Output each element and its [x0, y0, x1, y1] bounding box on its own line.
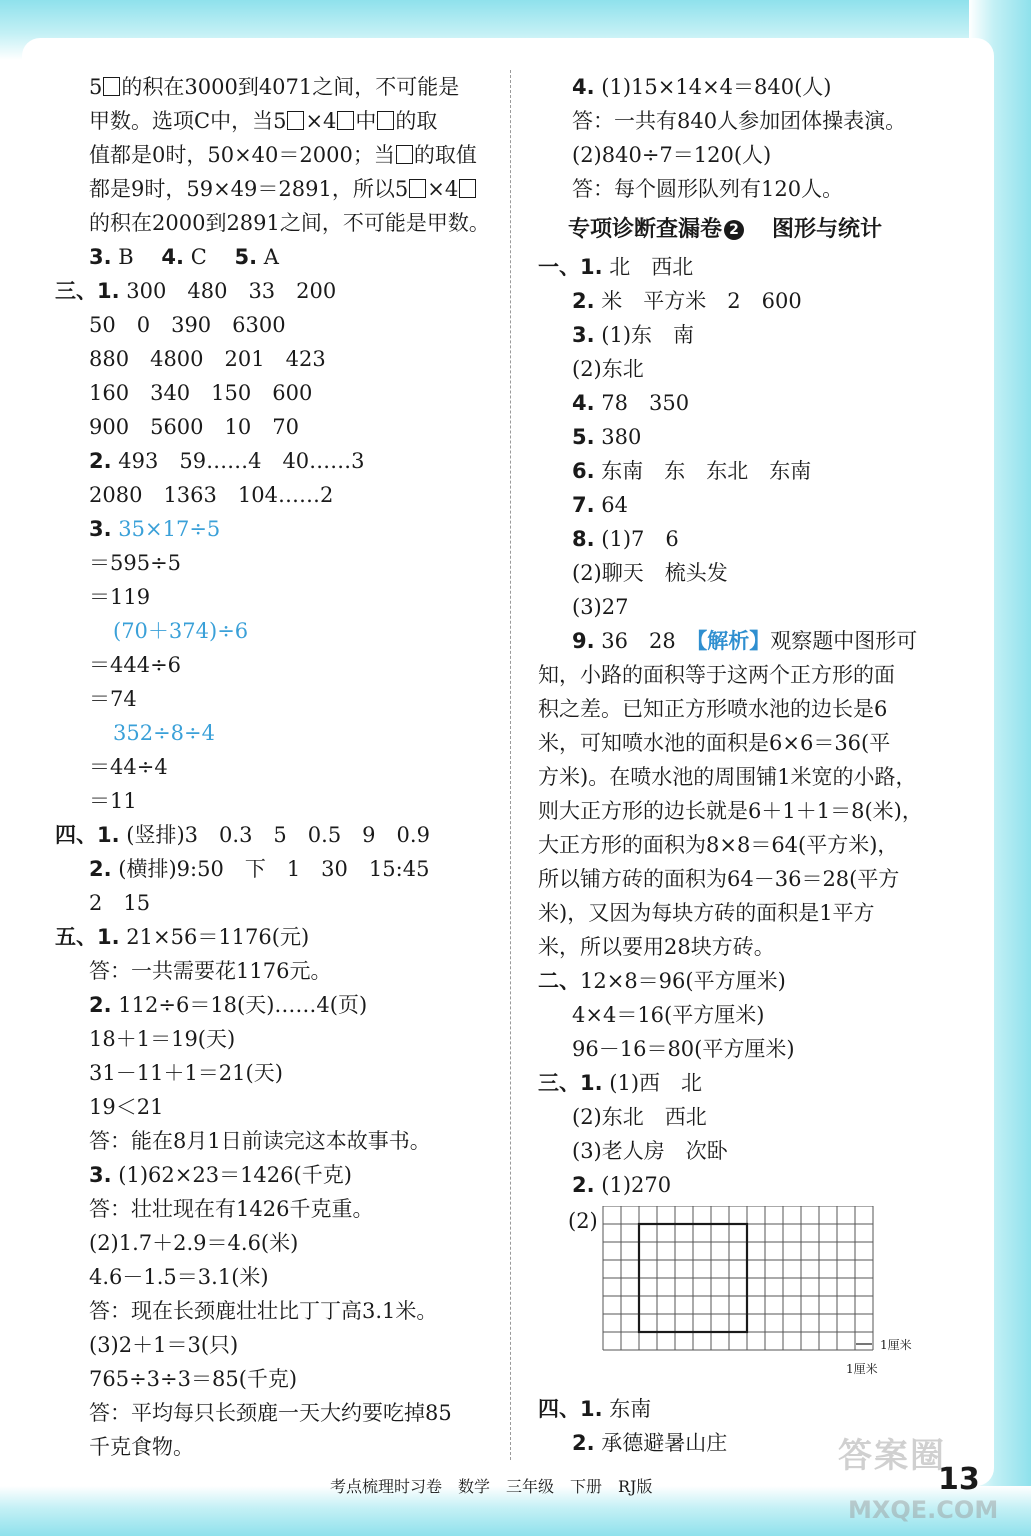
answer-line: 18＋1＝19(天) [89, 1027, 236, 1051]
answer-line: 答：壮壮现在有1426千克重。 [89, 1197, 374, 1221]
watermark-url: MXQE.COM [848, 1496, 999, 1524]
answer-line: 96－16＝80(平方厘米) [572, 1037, 795, 1061]
s3-q2-line2: 2080 1363 104……2 [89, 483, 334, 507]
s1-q4: 4. 78 350 [572, 391, 690, 415]
answer-line: 19＜21 [89, 1095, 164, 1119]
analysis-line: 知，小路的面积等于这两个正方形的面 [538, 663, 895, 687]
s1-q7: 7. 64 [572, 493, 629, 517]
answers-3-5: 3. B 4. C 5. A [89, 245, 279, 269]
section-4: 四、1. (竖排)3 0.3 5 0.5 9 0.9 [55, 822, 430, 847]
answer-line: (3)27 [572, 595, 629, 619]
text-line: 都是9时，59×49＝2891，所以5 ×4 [55, 172, 503, 206]
calc-line: ＝444÷6 [89, 653, 182, 677]
watermark: 答案圈 [838, 1436, 946, 1476]
s1-q6: 6. 东南 东 东北 东南 [572, 459, 812, 483]
section-3: 三、1. 300 480 33 200 [55, 278, 337, 303]
analysis-tag: 【解析】 [696, 628, 771, 653]
analysis-line: 方米)。在喷水池的周围铺1米宽的小路， [538, 765, 917, 789]
s3-row-4: 900 5600 10 70 [89, 415, 299, 439]
calc-line: ＝11 [89, 789, 137, 813]
page-footer: 考点梳理时习卷 数学 三年级 下册 RJ版 [330, 1477, 653, 1496]
s3-q2: 2. (1)270 [572, 1173, 672, 1197]
s4-q2-line2: 2 15 [89, 891, 151, 915]
analysis-line: 米，可知喷水池的面积是6×6＝36(平 [538, 731, 891, 755]
analysis-line: 积之差。已知正方形喷水池的边长是6 [538, 697, 888, 721]
text-line: 的积在2000到2891之间，不可能是甲数。 [89, 211, 490, 235]
analysis-line: 则大正方形的边长就是6＋1＋1＝8(米)， [538, 799, 923, 823]
s1-q5: 5. 380 [572, 425, 642, 449]
answer-line: (2)840÷7＝120(人) [572, 143, 772, 167]
blank-box [103, 77, 120, 96]
s3-row-1: 50 0 390 6300 [89, 313, 286, 337]
s3-row-2: 880 4800 201 423 [89, 347, 326, 371]
s5-q3: 3. (1)62×23＝1426(千克) [89, 1163, 352, 1187]
page-number: 13 [938, 1462, 980, 1497]
s1-q8: 8. (1)7 6 [572, 527, 679, 551]
column-divider [510, 70, 511, 1460]
section-1: 一、1. 北 西北 [538, 254, 694, 279]
left-column [55, 70, 503, 1464]
answer-line: 千克食物。 [89, 1435, 194, 1459]
analysis-line: 米，所以要用28块方砖。 [538, 935, 775, 959]
unit-label: 1厘米 [846, 1362, 878, 1376]
answer-line: 765÷3÷3＝85(千克) [89, 1367, 298, 1391]
s5-q2: 2. 112÷6＝18(天)……4(页) [89, 993, 368, 1017]
answer-line: 答：每个圆形队列有120人。 [572, 177, 844, 201]
section-3: 三、1. (1)西 北 [538, 1070, 703, 1095]
s4-q2: 2. 承德避暑山庄 [572, 1431, 728, 1455]
calc-header: (70＋374)÷6 [113, 619, 249, 643]
answer-line: 答：一共需要花1176元。 [89, 959, 332, 983]
circled-number: 2 [724, 220, 744, 240]
answer-line: 答：平均每只长颈鹿一天大约要吃掉85 [89, 1401, 452, 1425]
right-column [538, 70, 968, 1460]
s3-q3: 3. 35×17÷5 [89, 517, 221, 541]
calc-line: ＝44÷4 [89, 755, 168, 779]
s1-q9: 9. 36 28 【解析】观察题中图形可 [572, 628, 918, 653]
calc-line: ＝595÷5 [89, 551, 182, 575]
section-2: 二、12×8＝96(平方厘米) [538, 968, 786, 993]
grid-figure [538, 1202, 968, 1392]
answer-line: (3)2＋1＝3(只) [89, 1333, 239, 1357]
analysis-line: 大正方形的面积为8×8＝64(平方米)， [538, 833, 899, 857]
s3-q2: 2. 493 59……4 40……3 [89, 449, 365, 473]
section-4: 四、1. 东南 [538, 1396, 652, 1421]
answer-line: 答：现在长颈鹿壮壮比丁丁高3.1米。 [89, 1299, 438, 1323]
square-grid [600, 1206, 880, 1356]
section-5: 五、1. 21×56＝1176(元) [55, 924, 310, 949]
s3-row-3: 160 340 150 600 [89, 381, 313, 405]
answer-line: 答：能在8月1日前读完这本故事书。 [89, 1129, 431, 1153]
s1-q3-line2: (2)东北 [572, 357, 644, 381]
answer-line: (2)1.7＋2.9＝4.6(米) [89, 1231, 299, 1255]
answer-line: 4.6－1.5＝3.1(米) [89, 1265, 269, 1289]
calc-header: 352÷8÷4 [113, 721, 215, 745]
q4: 4. (1)15×14×4＝840(人) [572, 75, 832, 99]
calc-line: ＝74 [89, 687, 137, 711]
text-line: 5 的积在3000到4071之间，不可能是 [89, 75, 460, 99]
calc-line: ＝119 [89, 585, 151, 609]
answer-line: 答：一共有840人参加团体操表演。 [572, 109, 907, 133]
s1-q2: 2. 米 平方米 2 600 [572, 289, 802, 313]
answer-line: (2)东北 西北 [572, 1105, 707, 1129]
analysis-line: 米)，又因为每块方砖的面积是1平方 [538, 901, 875, 925]
s4-q2: 2. (横排)9:50 下 1 30 15:45 [89, 857, 430, 881]
s1-q3: 3. (1)东 南 [572, 323, 695, 347]
text-line: 值都是0时，50×40＝2000；当 的取值 [89, 143, 477, 167]
section-heading: 专项诊断查漏卷 2 图形与统计 [568, 217, 883, 242]
answer-line: 4×4＝16(平方厘米) [572, 1003, 765, 1027]
text-line: 甲数。选项C中，当5 ×4 中 的取 [89, 109, 438, 133]
analysis-line: 所以铺方砖的面积为64－36＝28(平方 [538, 867, 900, 891]
grid-label: (2) [568, 1209, 598, 1233]
answer-line: (3)老人房 次卧 [572, 1139, 728, 1163]
answer-line: (2)聊天 梳头发 [572, 561, 728, 585]
answer-line: 31－11＋1＝21(天) [89, 1061, 283, 1085]
unit-label: 1厘米 [880, 1338, 912, 1352]
